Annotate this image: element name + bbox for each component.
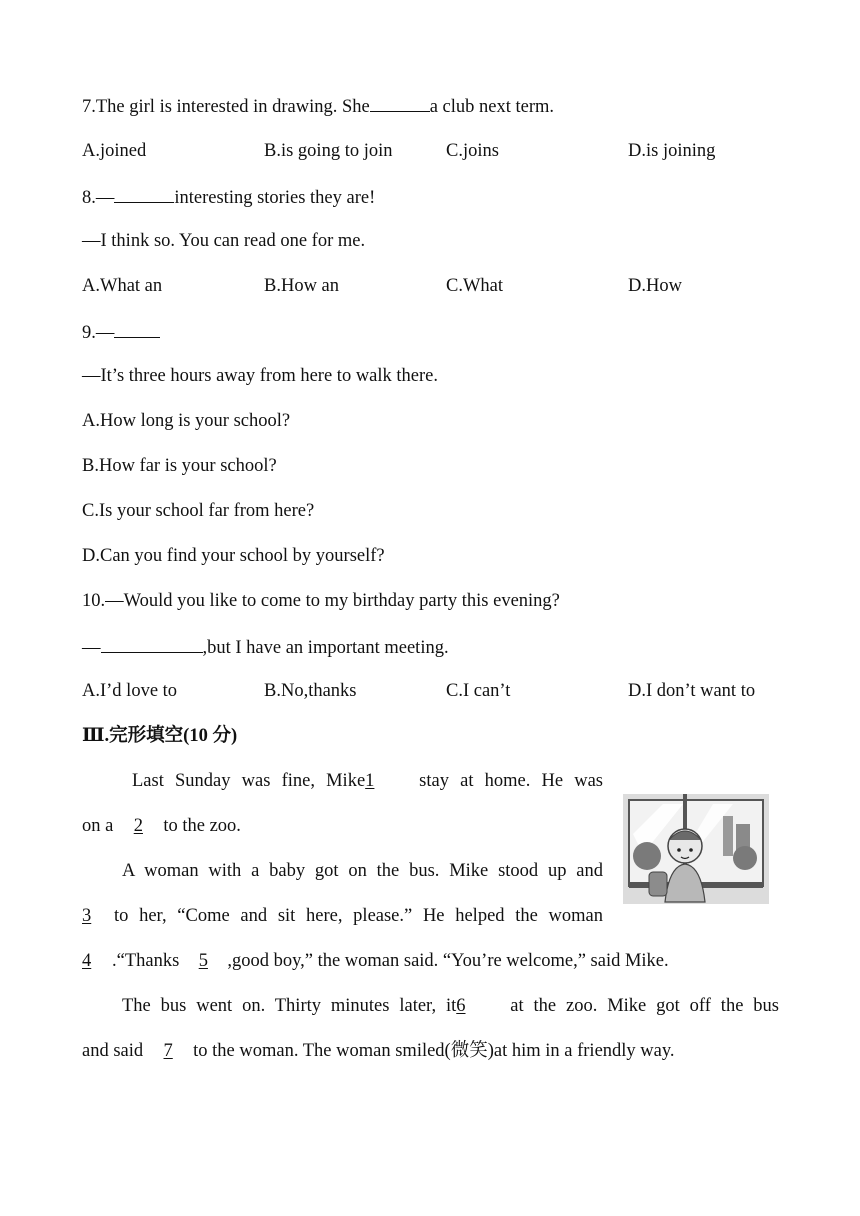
cloze-line-5 — [82, 949, 669, 973]
cloze-text-3c: and said — [82, 1041, 144, 1061]
q10-option-c: C.I can’t — [446, 681, 511, 701]
q9-blank — [114, 319, 160, 338]
q7-option-d: D.is joining — [628, 141, 716, 161]
cloze-line-1 — [82, 769, 603, 793]
cloze-text-1d: to the zoo. — [163, 816, 241, 836]
question-10-stem: 10.—Would you like to come to my birthday party this evening? — [82, 591, 560, 611]
q9-option-c: C.Is your school far from here? — [82, 501, 315, 521]
cloze-text-3b: at the zoo. Mike got off the bus — [510, 996, 779, 1016]
q8-option-a: A.What an — [82, 276, 163, 296]
q7-stem-part1: 7.The girl is interested in drawing. She — [82, 97, 370, 117]
cloze-text-2b: to her, “Come and sit here, please.” He helped the woman — [114, 906, 603, 926]
q7-stem-part2: a club next term. — [429, 97, 555, 117]
cloze-text-3a: The bus went on. Thirty minutes later, it — [122, 996, 457, 1016]
q7-blank — [370, 93, 430, 112]
cloze-text-1c: on a — [82, 816, 114, 836]
cloze-line-2 — [82, 814, 241, 838]
q9-stem-text: 9.— — [82, 323, 115, 343]
cloze-line-6 — [82, 994, 779, 1018]
q10-option-a: A.I’d love to — [82, 681, 178, 701]
q9-option-a: A.How long is your school? — [82, 411, 291, 431]
question-7-stem — [82, 93, 554, 119]
q8-stem-part2: interesting stories they are! — [174, 188, 376, 208]
q8-option-b: B.How an — [264, 276, 340, 296]
question-9-stem — [82, 319, 160, 345]
q8-blank — [114, 184, 174, 203]
q10-option-d: D.I don’t want to — [628, 681, 756, 701]
q9-option-b: B.How far is your school? — [82, 456, 277, 476]
q10-reply — [82, 634, 449, 660]
q10-reply-part2: ,but I have an important meeting. — [202, 638, 449, 658]
q9-option-d: D.Can you find your school by yourself? — [82, 546, 385, 566]
cloze-text-1b: stay at home. He was — [419, 771, 603, 791]
boy-on-bus-illustration — [623, 794, 769, 904]
cloze-text-2c: .“Thanks — [112, 951, 180, 971]
cloze-blank-4: 4 — [82, 951, 92, 971]
cloze-blank-3: 3 — [82, 906, 92, 926]
q8-option-d: D.How — [628, 276, 682, 296]
cloze-blank-7: 7 — [163, 1041, 173, 1061]
cloze-blank-2: 2 — [133, 816, 143, 836]
q10-option-b: B.No,thanks — [264, 681, 357, 701]
q7-option-c: C.joins — [446, 141, 499, 161]
cloze-text-3d: to the woman. The woman smiled(微笑)at him in a friendly way. — [193, 1041, 675, 1061]
cloze-text-1a: Last Sunday was fine, Mike — [132, 771, 366, 791]
q7-option-a: A.joined — [82, 141, 147, 161]
cloze-line-7 — [82, 1039, 675, 1063]
cloze-blank-1: 1 — [365, 771, 375, 791]
section-3-heading: Ⅲ.完形填空(10 分) — [82, 726, 238, 746]
q10-blank — [101, 634, 203, 653]
q10-reply-part1: — — [82, 638, 101, 658]
cloze-text-2d: ,good boy,” the woman said. “You’re welcome,” said Mike. — [227, 951, 669, 971]
q8-option-c: C.What — [446, 276, 504, 296]
q7-option-b: B.is going to join — [264, 141, 393, 161]
q8-reply: —I think so. You can read one for me. — [82, 231, 366, 251]
q8-stem-part1: 8.— — [82, 188, 115, 208]
cloze-blank-6: 6 — [456, 996, 466, 1016]
cloze-line-3: A woman with a baby got on the bus. Mike stood up and — [122, 861, 603, 881]
cloze-line-4 — [82, 904, 603, 928]
q9-reply: —It’s three hours away from here to walk there. — [82, 366, 438, 386]
question-8-stem — [82, 184, 375, 210]
cloze-blank-5: 5 — [198, 951, 208, 971]
